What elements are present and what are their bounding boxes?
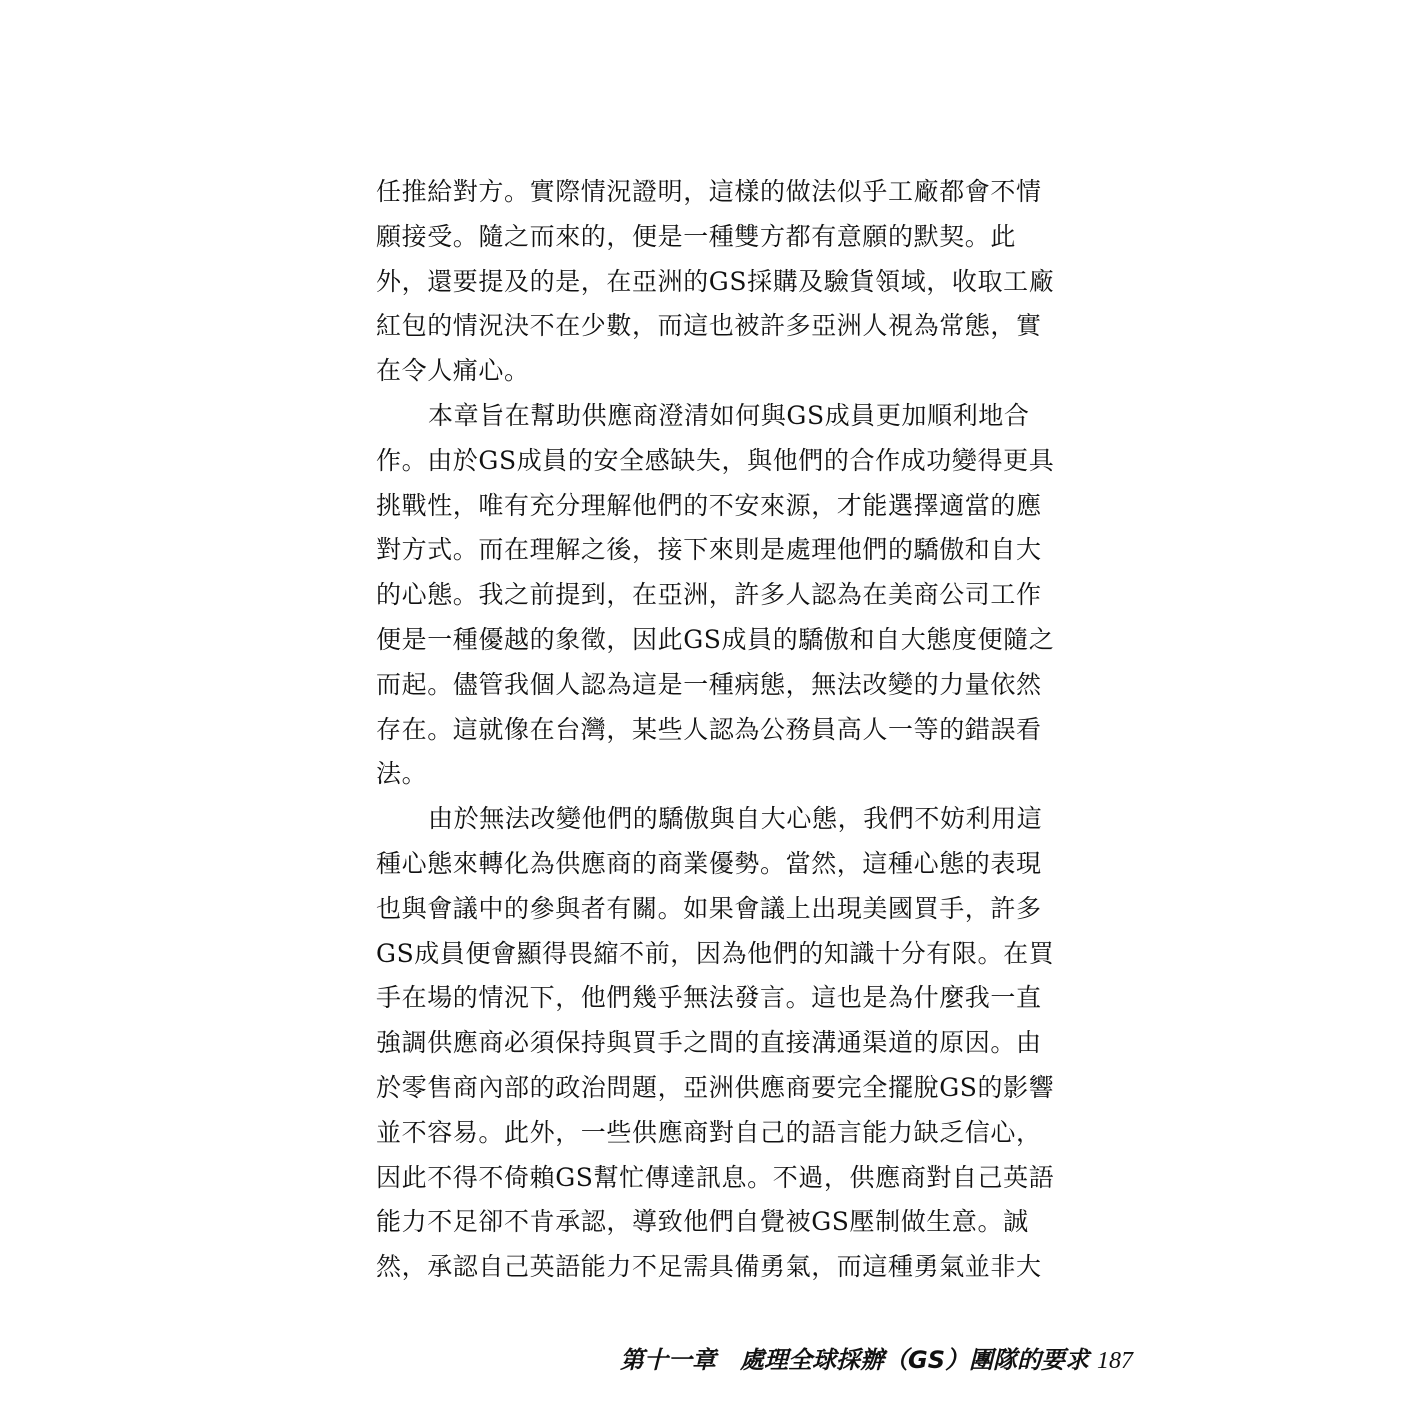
text-line: 法。	[376, 759, 428, 789]
text-line: 強調供應商必須保持與買手之間的直接溝通渠道的原因。由	[376, 1028, 1042, 1058]
chapter-title: 第十一章 處理全球採辦（GS）團隊的要求	[620, 1346, 1089, 1374]
page-number: 187	[1096, 1348, 1133, 1374]
paragraph-start-line: 由於無法改變他們的驕傲與自大心態，我們不妨利用這	[428, 804, 1043, 834]
text-line: 在令人痛心。	[376, 356, 530, 386]
body-text	[376, 170, 1080, 1290]
text-line: 因此不得不倚賴GS幫忙傳達訊息。不過，供應商對自己英語	[376, 1162, 1055, 1192]
text-line: 便是一種優越的象徵，因此GS成員的驕傲和自大態度便隨之	[376, 624, 1055, 654]
text-line: 的心態。我之前提到，在亞洲，許多人認為在美商公司工作	[376, 580, 1042, 610]
text-line: 並不容易。此外，一些供應商對自己的語言能力缺乏信心，	[376, 1117, 1042, 1147]
text-line: 任推給對方。實際情況證明，這樣的做法似乎工廠都會不情	[376, 177, 1042, 206]
text-line: 存在。這就像在台灣，某些人認為公務員高人一等的錯誤看	[376, 714, 1042, 744]
text-line: 手在場的情況下，他們幾乎無法發言。這也是為什麼我一直	[376, 983, 1042, 1013]
text-line: 對方式。而在理解之後，接下來則是處理他們的驕傲和自大	[376, 535, 1042, 565]
text-line: 也與會議中的參與者有關。如果會議上出現美國買手，許多	[376, 893, 1042, 923]
page-footer	[620, 1340, 1133, 1380]
text-line: 挑戰性，唯有充分理解他們的不安來源，才能選擇適當的應	[376, 490, 1042, 520]
text-line: GS成員便會顯得畏縮不前，因為他們的知識十分有限。在買	[376, 938, 1055, 968]
text-line: 外，還要提及的是，在亞洲的GS採購及驗貨領域，收取工廠	[376, 266, 1055, 296]
text-line: 作。由於GS成員的安全感缺失，與他們的合作成功變得更具	[376, 445, 1055, 475]
text-line: 願接受。隨之而來的，便是一種雙方都有意願的默契。此	[376, 221, 1017, 251]
text-line: 種心態來轉化為供應商的商業優勢。當然，這種心態的表現	[376, 848, 1042, 878]
text-line: 能力不足卻不肯承認，導致他們自覺被GS壓制做生意。誠	[376, 1207, 1029, 1237]
paragraph-start-line: 本章旨在幫助供應商澄清如何與GS成員更加順利地合	[428, 400, 1030, 430]
text-line: 而起。儘管我個人認為這是一種病態，無法改變的力量依然	[376, 669, 1042, 699]
text-line: 於零售商內部的政治問題，亞洲供應商要完全擺脫GS的影響	[376, 1072, 1055, 1102]
text-line: 紅包的情況決不在少數，而這也被許多亞洲人視為常態，實	[376, 311, 1042, 341]
text-line: 然，承認自己英語能力不足需具備勇氣，而這種勇氣並非大	[376, 1252, 1042, 1282]
